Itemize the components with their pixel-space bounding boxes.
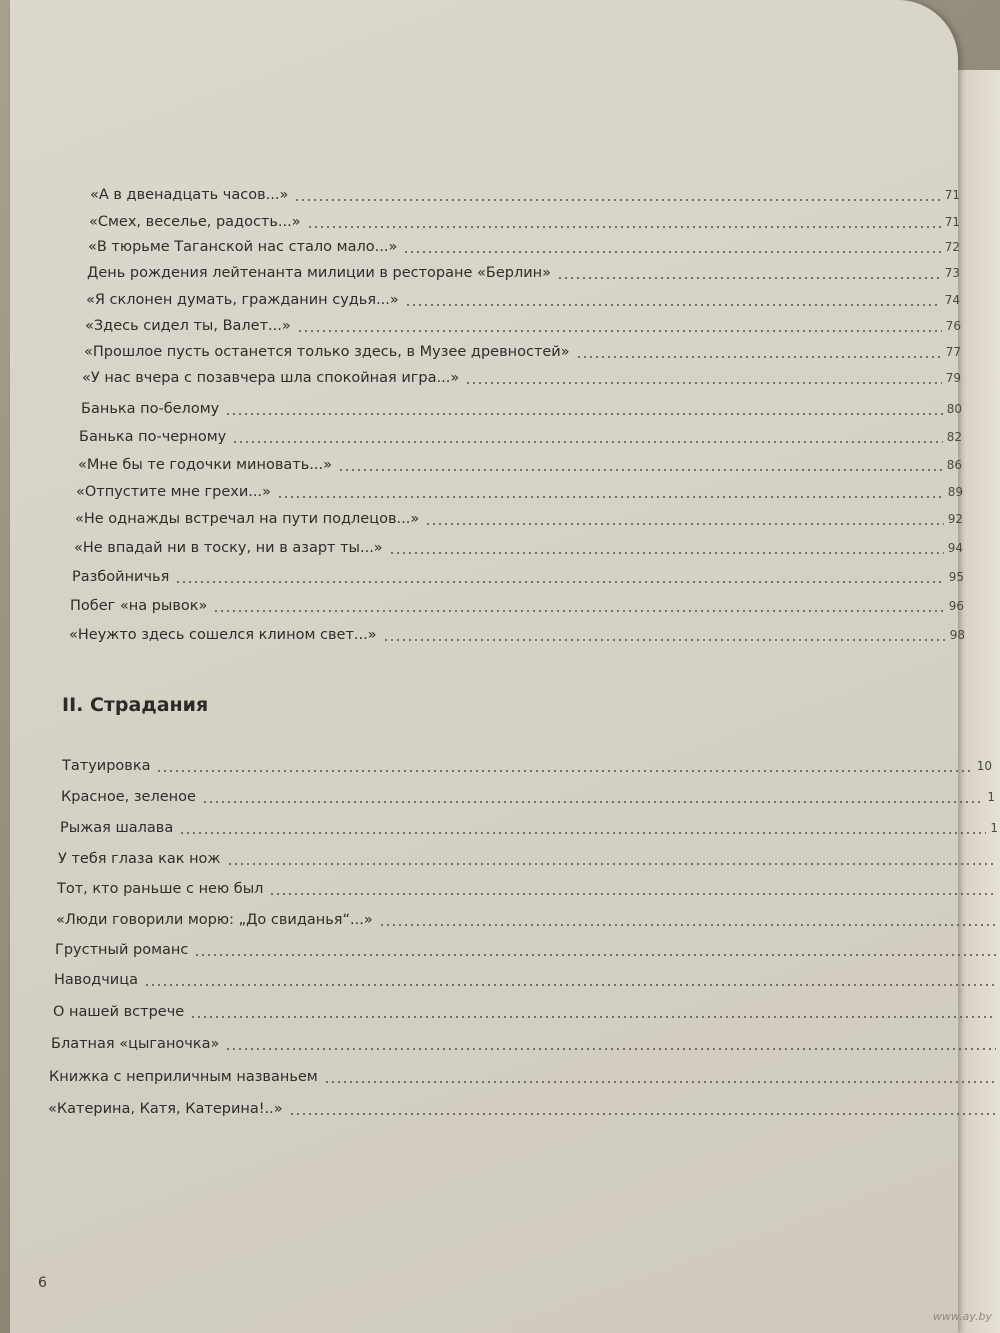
toc-entry-page: 71 bbox=[944, 188, 960, 202]
toc-entry-title: Разбойничья bbox=[72, 569, 170, 585]
toc-leader-dots bbox=[232, 441, 942, 443]
toc-leader-dots bbox=[202, 801, 983, 803]
toc-entry-title: «Не впадай ни в тоску, ни в азарт ты...» bbox=[74, 540, 383, 556]
toc-leader-dots bbox=[425, 523, 944, 525]
toc-entry-title: «Здесь сидел ты, Валет...» bbox=[85, 318, 291, 334]
toc-entry-page: 72 bbox=[944, 240, 960, 254]
toc-entry bbox=[55, 939, 1000, 961]
toc-entry bbox=[81, 398, 962, 420]
toc-entry bbox=[49, 1066, 1000, 1088]
toc-entry-title: «Смех, веселье, радость...» bbox=[89, 214, 301, 230]
toc-entry bbox=[70, 595, 964, 617]
toc-entry-title: Побег «на рывок» bbox=[70, 598, 208, 614]
toc-entry-page: 1 bbox=[990, 821, 998, 835]
toc-leader-dots bbox=[403, 251, 940, 253]
toc-leader-dots bbox=[557, 277, 941, 279]
toc-entry bbox=[88, 236, 960, 258]
section-heading: II. Страдания bbox=[62, 694, 209, 716]
toc-leader-dots bbox=[338, 469, 943, 471]
toc-entry-page: 89 bbox=[947, 485, 963, 499]
toc-entry-page: 71 bbox=[944, 215, 960, 229]
toc-leader-dots bbox=[144, 984, 996, 986]
toc-entry-page: 10 bbox=[976, 759, 992, 773]
toc-entry-title: «Прошлое пусть останется только здесь, в Музее древностей» bbox=[84, 344, 570, 360]
toc-entry bbox=[48, 1098, 1000, 1120]
toc-leader-dots bbox=[405, 304, 941, 306]
toc-leader-dots bbox=[576, 356, 942, 358]
toc-entry bbox=[87, 262, 960, 284]
toc-entry-page: 98 bbox=[949, 628, 965, 642]
toc-entry bbox=[60, 817, 998, 839]
toc-entry bbox=[61, 786, 995, 808]
toc-leader-dots bbox=[190, 1016, 996, 1018]
toc-entry-page: 86 bbox=[946, 458, 962, 472]
toc-entry-title: Наводчица bbox=[54, 972, 138, 988]
toc-entry-title: Банька по-белому bbox=[81, 401, 220, 417]
toc-entry-title: «В тюрьме Таганской нас стало мало...» bbox=[88, 239, 398, 255]
toc-entry-title: День рождения лейтенанта милиции в ресторане «Берлин» bbox=[87, 265, 552, 281]
toc-leader-dots bbox=[324, 1081, 996, 1083]
toc-entry-title: «А в двенадцать часов...» bbox=[90, 187, 289, 203]
toc-entry-page: 77 bbox=[945, 345, 961, 359]
toc-entry-title: «Неужто здесь сошелся клином свет...» bbox=[69, 627, 377, 643]
toc-leader-dots bbox=[389, 552, 944, 554]
toc-entry bbox=[85, 315, 961, 337]
toc-entry-page: 79 bbox=[945, 371, 961, 385]
toc-entry bbox=[84, 341, 961, 363]
toc-entry-page: 95 bbox=[948, 570, 964, 584]
toc-entry-title: «Мне бы те годочки миновать...» bbox=[78, 457, 332, 473]
toc-leader-dots bbox=[307, 226, 941, 228]
toc-leader-dots bbox=[269, 893, 996, 895]
toc-entry bbox=[76, 481, 963, 503]
toc-entry-page: 76 bbox=[945, 319, 961, 333]
toc-entry bbox=[86, 289, 960, 311]
toc-entry-title: Рыжая шалава bbox=[60, 820, 174, 836]
toc-entry-title: «Люди говорили морю: „До свиданья“...» bbox=[56, 912, 373, 928]
toc-entry-title: Банька по-черному bbox=[79, 429, 227, 445]
toc-leader-dots bbox=[225, 413, 943, 415]
toc-entry bbox=[53, 1001, 1000, 1023]
page-number: 6 bbox=[38, 1275, 47, 1291]
toc-entry-title: У тебя глаза как нож bbox=[58, 851, 221, 867]
toc-leader-dots bbox=[294, 199, 940, 201]
toc-entry bbox=[82, 367, 961, 389]
toc-entry bbox=[51, 1033, 1000, 1055]
toc-entry-title: Книжка с неприличным названьем bbox=[49, 1069, 318, 1085]
toc-entry-title: «Катерина, Катя, Катерина!..» bbox=[48, 1101, 283, 1117]
toc-entry-page: 74 bbox=[944, 293, 960, 307]
toc-entry-page: 92 bbox=[947, 512, 963, 526]
toc-leader-dots bbox=[383, 639, 946, 641]
toc-entry-title: «Я склонен думать, гражданин судья...» bbox=[86, 292, 399, 308]
toc-entry bbox=[89, 211, 960, 233]
toc-entry bbox=[69, 624, 965, 646]
toc-entry-title: «Не однажды встречал на пути подлецов...» bbox=[75, 511, 420, 527]
toc-leader-dots bbox=[194, 954, 996, 956]
toc-entry-title: Красное, зеленое bbox=[61, 789, 196, 805]
toc-leader-dots bbox=[156, 770, 972, 772]
toc-entry-page: 73 bbox=[944, 266, 960, 280]
toc-entry bbox=[78, 454, 962, 476]
toc-entry bbox=[54, 969, 1000, 991]
toc-entry bbox=[62, 755, 992, 777]
toc-entry-page: 80 bbox=[946, 402, 962, 416]
toc-leader-dots bbox=[289, 1113, 996, 1115]
toc-leader-dots bbox=[277, 496, 944, 498]
toc-entry bbox=[74, 537, 963, 559]
toc-entry bbox=[58, 848, 1000, 870]
toc-leader-dots bbox=[465, 382, 942, 384]
toc-entry bbox=[56, 909, 1000, 931]
toc-leader-dots bbox=[297, 330, 942, 332]
toc-entry-page: 82 bbox=[946, 430, 962, 444]
toc-leader-dots bbox=[379, 924, 996, 926]
toc-entry-title: Грустный романс bbox=[55, 942, 189, 958]
toc-entry bbox=[79, 426, 962, 448]
toc-entry bbox=[75, 508, 963, 530]
toc-entry bbox=[57, 878, 1000, 900]
toc-entry-page: 96 bbox=[948, 599, 964, 613]
toc-leader-dots bbox=[179, 832, 986, 834]
toc-entry bbox=[90, 184, 960, 206]
toc-entry-title: Татуировка bbox=[62, 758, 151, 774]
toc-entry-title: «Отпустите мне грехи...» bbox=[76, 484, 272, 500]
toc-entry-title: Блатная «цыганочка» bbox=[51, 1036, 220, 1052]
toc-entry-title: «У нас вчера с позавчера шла спокойная игра...» bbox=[82, 370, 460, 386]
toc-entry bbox=[72, 566, 964, 588]
watermark: www.ay.by bbox=[932, 1310, 992, 1323]
toc-leader-dots bbox=[213, 610, 944, 612]
toc-leader-dots bbox=[175, 581, 944, 583]
toc-entry-title: Тот, кто раньше с нею был bbox=[57, 881, 264, 897]
toc-leader-dots bbox=[227, 863, 997, 865]
toc-entry-title: О нашей встрече bbox=[53, 1004, 185, 1020]
toc-leader-dots bbox=[225, 1048, 996, 1050]
toc-entry-page: 94 bbox=[947, 541, 963, 555]
toc-entry-page: 1 bbox=[987, 790, 995, 804]
